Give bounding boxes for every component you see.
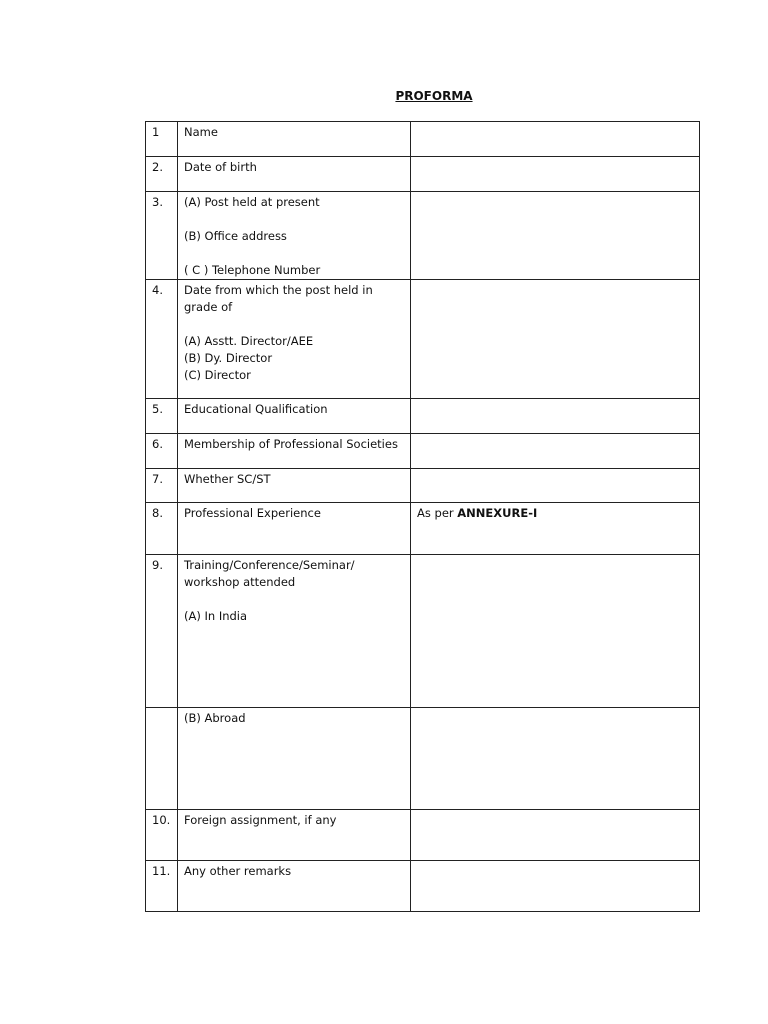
field-label-group xyxy=(178,192,411,280)
table-row xyxy=(146,157,700,192)
table-row xyxy=(146,280,700,399)
row-number: 9. xyxy=(146,555,178,708)
row-number: 6. xyxy=(146,434,178,469)
field-label: (A) Post held at present xyxy=(184,195,320,209)
field-label: Any other remarks xyxy=(178,861,411,912)
table-row xyxy=(146,434,700,469)
table-row xyxy=(146,503,700,555)
field-label: Training/Conference/Seminar/ workshop attended xyxy=(184,558,355,589)
field-value xyxy=(411,861,700,912)
field-label: Date from which the post held in grade of xyxy=(184,283,373,314)
field-label-group xyxy=(178,280,411,399)
field-label: (A) In India xyxy=(184,609,248,623)
annexure-reference: ANNEXURE-I xyxy=(457,506,538,520)
field-label: Date of birth xyxy=(178,157,411,192)
row-number: 10. xyxy=(146,810,178,861)
field-label-group xyxy=(178,555,411,708)
field-value xyxy=(411,157,700,192)
row-number: 1 xyxy=(146,122,178,157)
field-label: Professional Experience xyxy=(178,503,411,555)
row-number: 8. xyxy=(146,503,178,555)
field-label: Membership of Professional Societies xyxy=(178,434,411,469)
field-value xyxy=(411,810,700,861)
field-label: (B) Dy. Director xyxy=(184,351,273,365)
field-value xyxy=(411,503,700,555)
field-label: ( C ) Telephone Number xyxy=(184,263,321,277)
value-prefix: As per xyxy=(417,506,454,520)
field-label: (B) Office address xyxy=(184,229,287,243)
table-row xyxy=(146,122,700,157)
row-number xyxy=(146,708,178,810)
field-label: (C) Director xyxy=(184,368,251,382)
field-label: Whether SC/ST xyxy=(178,469,411,503)
field-label: (A) Asstt. Director/AEE xyxy=(184,334,314,348)
field-label: (B) Abroad xyxy=(178,708,411,810)
table-row xyxy=(146,399,700,434)
row-number: 11. xyxy=(146,861,178,912)
proforma-table xyxy=(145,121,700,912)
field-value xyxy=(411,280,700,399)
table-row xyxy=(146,708,700,810)
field-value xyxy=(411,192,700,280)
table-row xyxy=(146,192,700,280)
field-value xyxy=(411,555,700,708)
field-value xyxy=(411,399,700,434)
table-row xyxy=(146,469,700,503)
table-row xyxy=(146,810,700,861)
field-label: Foreign assignment, if any xyxy=(178,810,411,861)
row-number: 5. xyxy=(146,399,178,434)
field-value xyxy=(411,434,700,469)
table-row xyxy=(146,861,700,912)
row-number: 7. xyxy=(146,469,178,503)
field-value xyxy=(411,122,700,157)
field-label: Name xyxy=(178,122,411,157)
table-row xyxy=(146,555,700,708)
row-number: 3. xyxy=(146,192,178,280)
field-value xyxy=(411,708,700,810)
field-value xyxy=(411,469,700,503)
row-number: 4. xyxy=(146,280,178,399)
field-label: Educational Qualification xyxy=(178,399,411,434)
row-number: 2. xyxy=(146,157,178,192)
page-title: PROFORMA xyxy=(395,89,473,103)
